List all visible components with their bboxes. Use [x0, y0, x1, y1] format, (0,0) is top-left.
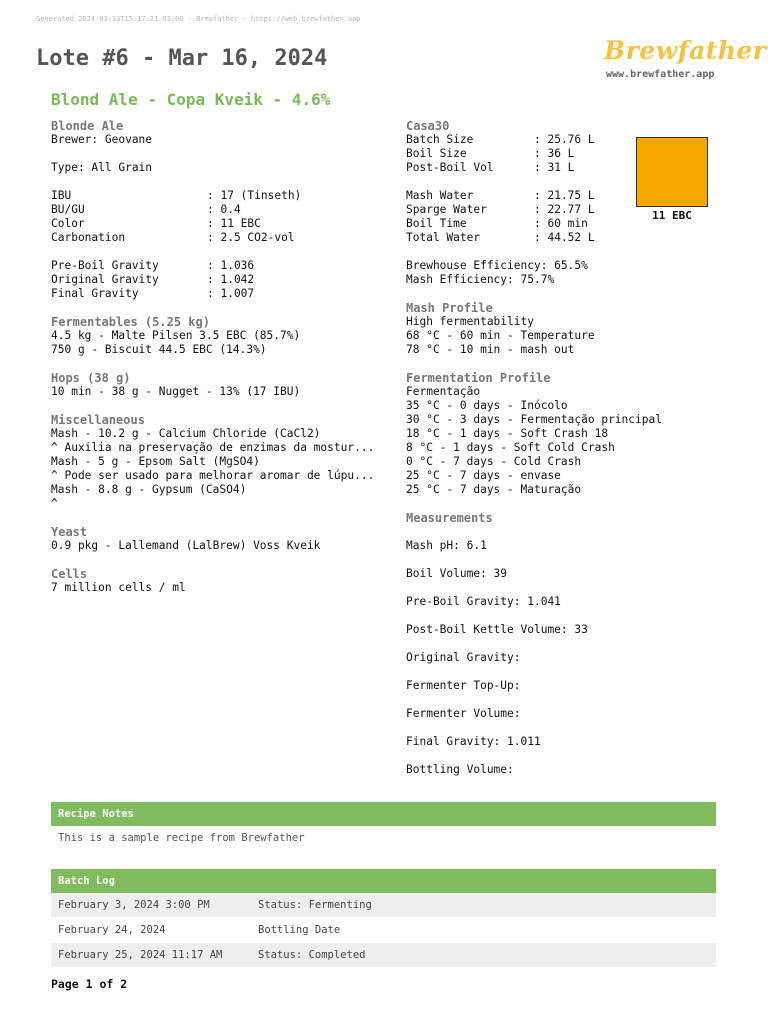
measurement-item: Boil Volume: 39 — [406, 567, 508, 580]
water-value: : 21.75 L — [534, 189, 595, 202]
fermentables-heading: Fermentables (5.25 kg) — [51, 315, 210, 329]
log-date: February 3, 2024 3:00 PM — [58, 899, 210, 911]
volume-label: Batch Size — [406, 133, 474, 146]
gravity-row — [51, 287, 396, 301]
fermentation-profile-heading: Fermentation Profile — [406, 371, 551, 385]
gravity-value: : 1.036 — [207, 259, 255, 272]
batch-log-row — [51, 893, 716, 917]
measurements-heading: Measurements — [406, 511, 493, 525]
water-label: Boil Time — [406, 217, 467, 230]
batch-log-row — [51, 918, 716, 942]
stat-row — [51, 217, 396, 231]
water-label: Total Water — [406, 231, 481, 244]
site-url: www.brewfather.app — [606, 69, 715, 80]
stat-label: BU/GU — [51, 203, 85, 216]
measurement-item: Pre-Boil Gravity: 1.041 — [406, 595, 561, 608]
stat-row — [51, 203, 396, 217]
page-number: Page 1 of 2 — [51, 977, 128, 991]
misc-item: Mash - 5 g - Epsom Salt (MgSO4) — [51, 455, 260, 468]
mash-step: 78 °C - 10 min - mash out — [406, 343, 575, 356]
volume-label: Post-Boil Vol — [406, 161, 494, 174]
measurement-item: Original Gravity: — [406, 651, 521, 664]
recipe-title: Blond Ale - Copa Kveik - 4.6% — [51, 90, 331, 109]
measurement-item: Fermenter Volume: — [406, 707, 521, 720]
stat-value: : 0.4 — [207, 203, 241, 216]
measurement-item: Final Gravity: 1.011 — [406, 735, 541, 748]
brewer: Brewer: Geovane — [51, 133, 153, 146]
brewhouse-efficiency: Brewhouse Efficiency: 65.5% — [406, 259, 588, 272]
fermentation-step: 25 °C - 7 days - Maturação — [406, 483, 582, 496]
fermentation-step: 30 °C - 3 days - Fermentação principal — [406, 413, 662, 426]
volume-value: : 31 L — [534, 161, 575, 174]
recipe-type: Type: All Grain — [51, 161, 153, 174]
misc-item: Mash - 10.2 g - Calcium Chloride (CaCl2) — [51, 427, 321, 440]
water-value: : 22.77 L — [534, 203, 595, 216]
recipe-notes-text: This is a sample recipe from Brewfather — [58, 832, 305, 844]
misc-note: ^ Pode ser usado para melhorar aromar de lúpu... — [51, 469, 375, 482]
hop-item: 10 min - 38 g - Nugget - 13% (17 IBU) — [51, 385, 301, 398]
hops-heading: Hops (38 g) — [51, 371, 131, 385]
stat-value: : 2.5 CO2-vol — [207, 231, 295, 244]
yeast-item: 0.9 pkg - Lallemand (LalBrew) Voss Kveik — [51, 539, 321, 552]
log-status: Bottling Date — [258, 924, 341, 936]
mash-step: 68 °C - 60 min - Temperature — [406, 329, 595, 342]
page-title: Lote #6 - Mar 16, 2024 — [36, 46, 328, 71]
water-row — [406, 231, 706, 245]
fermentation-step: 0 °C - 7 days - Cold Crash — [406, 455, 582, 468]
brewfather-logo: Brewfather — [604, 36, 767, 65]
volume-label: Boil Size — [406, 147, 467, 160]
water-value: : 60 min — [534, 217, 588, 230]
gravity-value: : 1.007 — [207, 287, 255, 300]
misc-item: Mash - 8.8 g - Gypsum (CaSO4) — [51, 483, 247, 496]
log-date: February 25, 2024 11:17 AM — [58, 949, 223, 961]
gravity-label: Original Gravity — [51, 273, 159, 286]
yeast-heading: Yeast — [51, 525, 88, 539]
style-name: Blonde Ale — [51, 119, 124, 133]
gravity-value: : 1.042 — [207, 273, 255, 286]
mash-profile-heading: Mash Profile — [406, 301, 493, 315]
measurement-item: Mash pH: 6.1 — [406, 539, 487, 552]
stat-value: : 17 (Tinseth) — [207, 189, 302, 202]
batch-log-row — [51, 943, 716, 967]
volume-value: : 36 L — [534, 147, 575, 160]
recipe-notes-header: Recipe Notes — [51, 802, 716, 826]
water-label: Sparge Water — [406, 203, 487, 216]
misc-heading: Miscellaneous — [51, 413, 145, 427]
stat-label: Color — [51, 217, 85, 230]
batch-log-header: Batch Log — [51, 869, 716, 893]
color-swatch — [636, 137, 708, 207]
fermentable-item: 750 g - Biscuit 44.5 EBC (14.3%) — [51, 343, 267, 356]
equipment-name: Casa30 — [406, 119, 450, 133]
stat-row — [51, 231, 396, 245]
measurement-item: Post-Boil Kettle Volume: 33 — [406, 623, 588, 636]
measurement-item: Fermenter Top-Up: — [406, 679, 521, 692]
cells-heading: Cells — [51, 567, 88, 581]
fermentation-step: 25 °C - 7 days - envase — [406, 469, 561, 482]
log-status: Status: Completed — [258, 949, 366, 961]
fermentable-item: 4.5 kg - Malte Pilsen 3.5 EBC (85.7%) — [51, 329, 301, 342]
stat-row — [51, 189, 396, 203]
gravity-label: Final Gravity — [51, 287, 139, 300]
log-status: Status: Fermenting — [258, 899, 372, 911]
measurement-item: Bottling Volume: — [406, 763, 514, 776]
stat-label: IBU — [51, 189, 72, 202]
color-swatch-label: 11 EBC — [652, 209, 692, 222]
recipe-column — [51, 119, 396, 595]
fermentation-step: 35 °C - 0 days - Inócolo — [406, 399, 568, 412]
fermentation-step: 18 °C - 1 days - Soft Crash 18 — [406, 427, 609, 440]
gravity-row — [51, 259, 396, 273]
misc-note: ^ Auxilia na preservação de enzimas da mostur... — [51, 441, 375, 454]
fermentation-step: 8 °C - 1 days - Soft Cold Crash — [406, 441, 615, 454]
misc-note: ^ — [51, 497, 58, 510]
gravity-label: Pre-Boil Gravity — [51, 259, 159, 272]
volume-value: : 25.76 L — [534, 133, 595, 146]
stat-value: : 11 EBC — [207, 217, 261, 230]
generated-line: Generated 2024-03-13T15:17:21-03:00 - Brewfather - https://web.brewfather.app — [36, 15, 361, 23]
water-value: : 44.52 L — [534, 231, 595, 244]
cells-item: 7 million cells / ml — [51, 581, 186, 594]
stat-label: Carbonation — [51, 231, 126, 244]
gravity-row — [51, 273, 396, 287]
mash-efficiency: Mash Efficiency: 75.7% — [406, 273, 555, 286]
water-label: Mash Water — [406, 189, 474, 202]
fermentation-profile-name: Fermentação — [406, 385, 481, 398]
log-date: February 24, 2024 — [58, 924, 166, 936]
mash-profile-name: High fermentability — [406, 315, 534, 328]
